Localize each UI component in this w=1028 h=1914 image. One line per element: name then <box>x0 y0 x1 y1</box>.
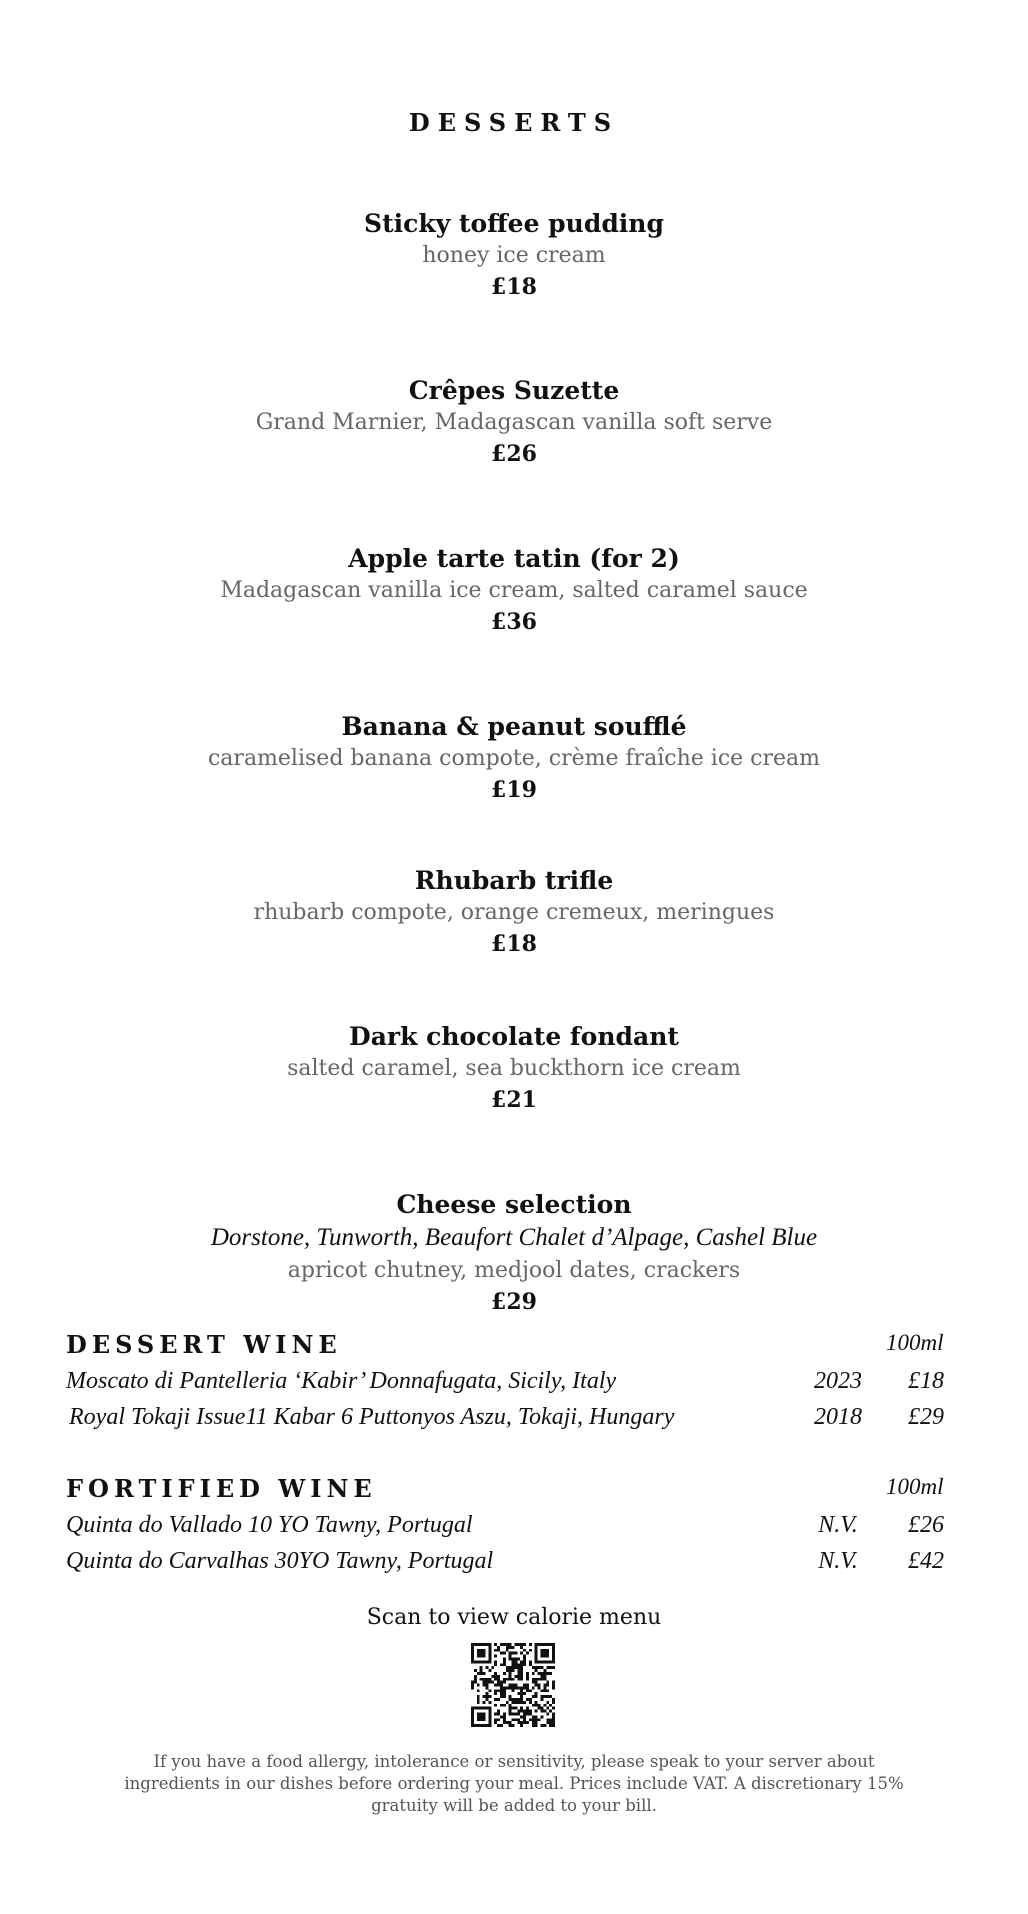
dish-description: honey ice cream <box>422 243 606 268</box>
wine-row <box>66 1508 966 1544</box>
wine-row <box>66 1400 966 1436</box>
dish-price: £18 <box>491 931 537 957</box>
serving-volume: 100ml <box>886 1474 944 1499</box>
dish-price: £21 <box>491 1087 537 1113</box>
dessert-wine-section <box>66 1330 966 1436</box>
wine-vintage: 2023 <box>814 1368 862 1394</box>
dish-description: salted caramel, sea buckthorn ice cream <box>287 1056 741 1081</box>
wine-name: Quinta do Carvalhas 30YO Tawny, Portugal <box>66 1548 494 1574</box>
wine-vintage: N.V. <box>818 1512 858 1538</box>
wine-name: Moscato di Pantelleria ‘Kabir’ Donnafugata, Sicily, Italy <box>66 1368 617 1394</box>
dish-name: Banana & peanut soufflé <box>341 712 687 741</box>
wine-price: £29 <box>908 1404 944 1430</box>
dish-name: Rhubarb trifle <box>414 866 614 895</box>
wine-section-header <box>66 1330 966 1364</box>
serving-volume: 100ml <box>886 1330 944 1355</box>
dish-banana-souffle <box>0 711 1028 805</box>
wine-price: £26 <box>908 1512 944 1538</box>
wine-row <box>66 1544 966 1580</box>
dish-price: £18 <box>491 274 537 300</box>
wine-price: £18 <box>908 1368 944 1394</box>
wine-row <box>66 1364 966 1400</box>
calorie-menu-label: Scan to view calorie menu <box>366 1605 662 1630</box>
section-heading: FORTIFIED WINE <box>66 1474 377 1503</box>
wine-vintage: 2018 <box>814 1404 862 1430</box>
page-title: DESSERTS <box>408 108 620 137</box>
dish-sticky-toffee <box>0 208 1028 302</box>
dish-description: rhubarb compote, orange cremeux, meringues <box>253 900 775 925</box>
dish-name: Crêpes Suzette <box>408 376 620 405</box>
dish-price: £29 <box>491 1289 537 1315</box>
cheese-list: Dorstone, Tunworth, Beaufort Chalet d’Alpage, Cashel Blue <box>210 1224 818 1251</box>
dish-name: Sticky toffee pudding <box>364 209 664 238</box>
dish-name: Cheese selection <box>396 1190 632 1219</box>
dish-chocolate-fondant <box>0 1021 1028 1115</box>
dish-price: £36 <box>491 609 537 635</box>
dish-rhubarb-trifle <box>0 865 1028 959</box>
wine-section-header <box>66 1474 966 1508</box>
dish-description: apricot chutney, medjool dates, crackers <box>287 1258 741 1283</box>
dish-price: £26 <box>491 441 537 467</box>
wine-vintage: N.V. <box>818 1548 858 1574</box>
wine-price: £42 <box>908 1548 944 1574</box>
dish-description: Grand Marnier, Madagascan vanilla soft serve <box>255 410 773 435</box>
section-heading: DESSERT WINE <box>66 1330 342 1359</box>
dish-description: Madagascan vanilla ice cream, salted caramel sauce <box>220 578 808 603</box>
dish-apple-tarte-tatin <box>0 543 1028 637</box>
dish-name: Apple tarte tatin (for 2) <box>348 544 680 573</box>
dish-price: £19 <box>491 777 537 803</box>
dish-description: caramelised banana compote, crème fraîche ice cream <box>207 746 821 771</box>
fortified-wine-section <box>66 1474 966 1580</box>
qr-code-icon[interactable] <box>471 1643 555 1727</box>
allergy-notice: If you have a food allergy, intolerance or sensitivity, please speak to your server about ingredients in our dishes before ordering your meal. Prices include VAT. A discretionary 15% gratuity will be added to your bill. <box>124 1752 904 1815</box>
wine-name: Quinta do Vallado 10 YO Tawny, Portugal <box>66 1512 473 1538</box>
wine-name: Royal Tokaji Issue11 Kabar 6 Puttonyos Aszu, Tokaji, Hungary <box>69 1404 675 1430</box>
dish-cheese-selection <box>0 1189 1028 1317</box>
dish-crepes-suzette <box>0 375 1028 469</box>
dish-name: Dark chocolate fondant <box>349 1022 679 1051</box>
